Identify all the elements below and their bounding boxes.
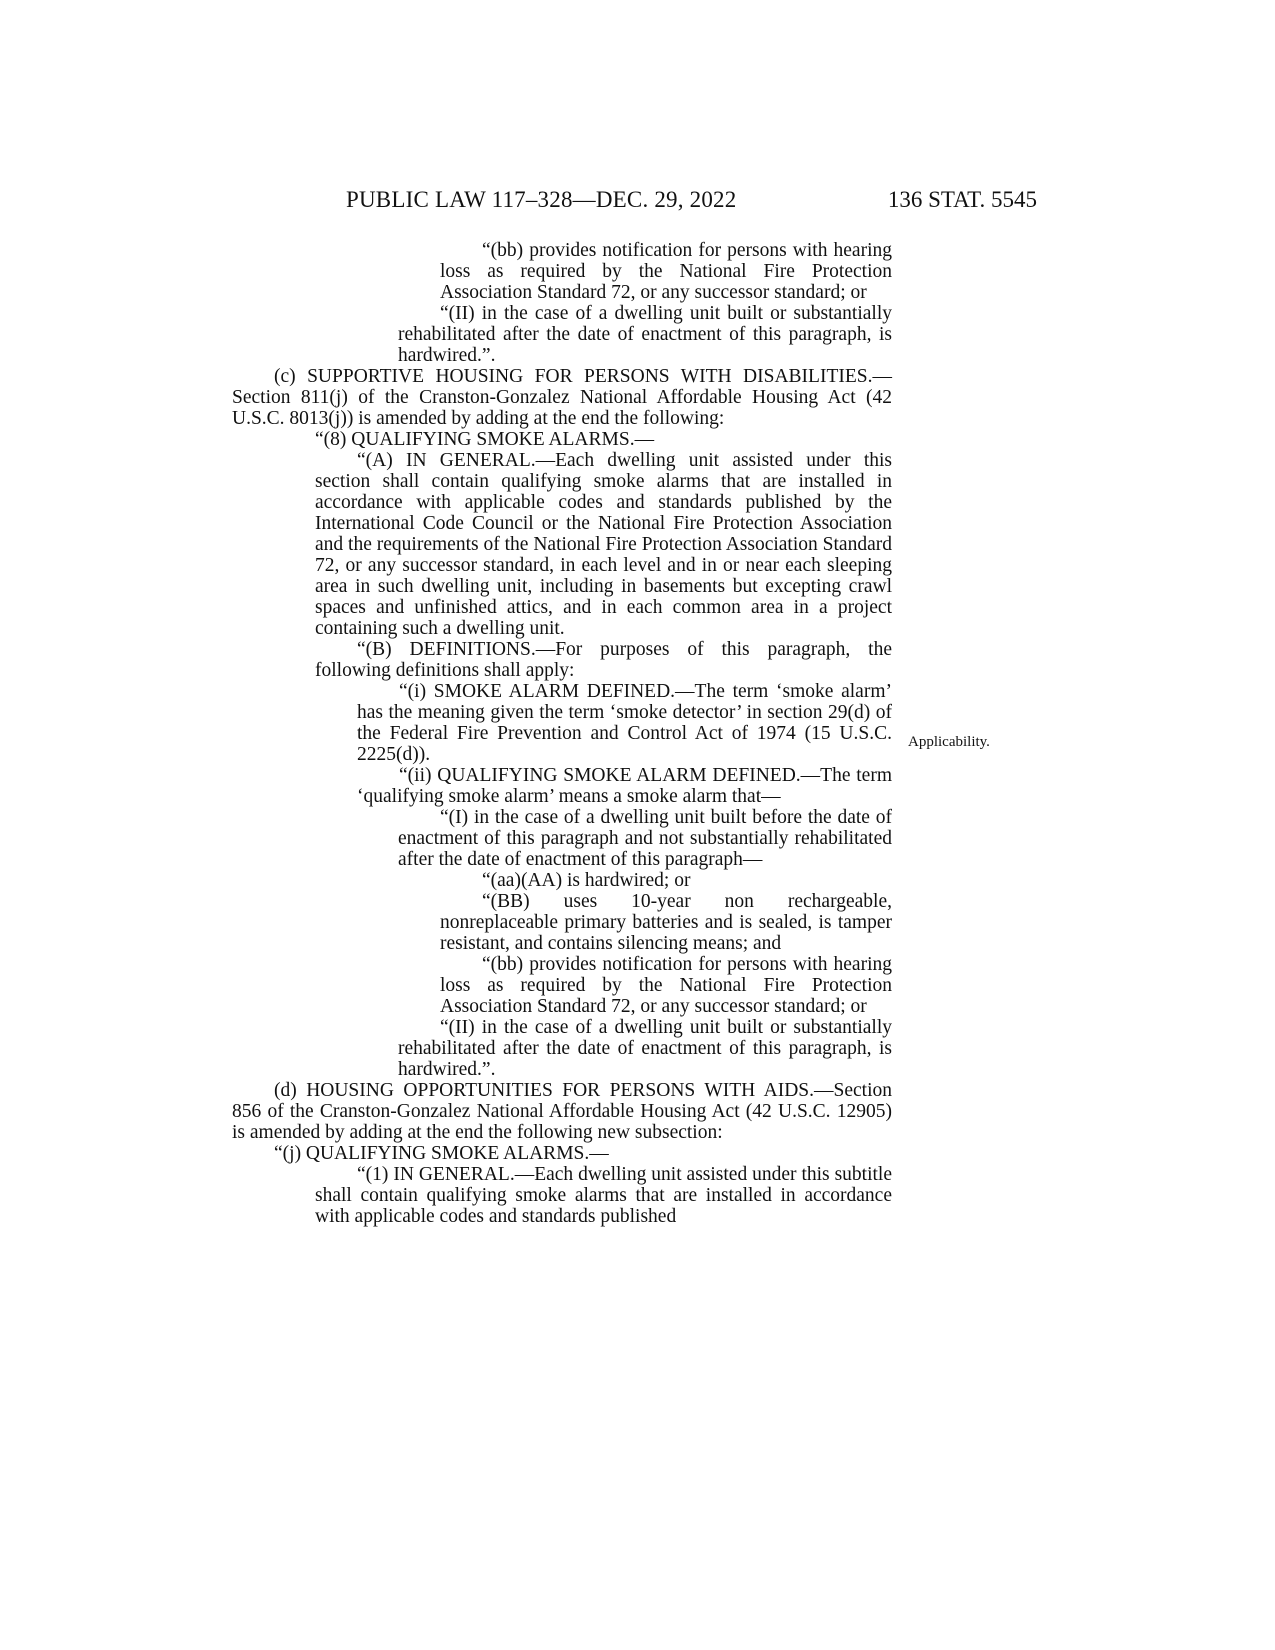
running-header-stat-page: 136 STAT. 5545 [887, 187, 1037, 212]
subsection-d: (d) HOUSING OPPORTUNITIES FOR PERSONS WITH AIDS.—Section 856 of the Cranston-Gonzalez National Affordable Housing Act (42 U.S.C. 12905) is amended by adding at the end the following new subsection: [232, 1080, 892, 1143]
paragraph-8-heading: “(8) QUALIFYING SMOKE ALARMS.— [315, 429, 655, 450]
running-header-title: PUBLIC LAW 117–328—DEC. 29, 2022 [346, 187, 737, 212]
subparagraph-B-definitions: “(B) DEFINITIONS.—For purposes of this paragraph, the following definitions shall apply: [315, 639, 892, 681]
subclause-II-first: “(II) in the case of a dwelling unit built or substantially rehabilitated after the date of enactment of this paragraph, is hardwired.”. [398, 303, 892, 366]
clause-i-smoke-alarm-defined: “(i) SMOKE ALARM DEFINED.—The term ‘smoke alarm’ has the meaning given the term ‘smoke detector’ in section 29(d) of the Federal Fire Prevention and Control Act of 1974 (15 U.S.C. 2225(d)). [357, 681, 892, 765]
statute-text [232, 240, 892, 1227]
item-aa-AA: “(aa)(AA) is hardwired; or [482, 870, 691, 891]
item-BB: “(BB) uses 10-year non rechargeable, nonreplaceable primary batteries and is sealed, is tamper resistant, and contains silencing means; and [440, 891, 892, 954]
clause-bb-second: “(bb) provides notification for persons with hearing loss as required by the National Fire Protection Association Standard 72, or any successor standard; or [440, 954, 892, 1017]
subsection-j-heading: “(j) QUALIFYING SMOKE ALARMS.— [274, 1143, 609, 1164]
clause-bb-first: “(bb) provides notification for persons with hearing loss as required by the National Fire Protection Association Standard 72, or any successor standard; or [440, 240, 892, 303]
subclause-I: “(I) in the case of a dwelling unit built before the date of enactment of this paragraph and not substantially rehabilitated after the date of enactment of this paragraph— [398, 807, 892, 870]
clause-ii-qualifying-smoke-alarm-defined: “(ii) QUALIFYING SMOKE ALARM DEFINED.—The term ‘qualifying smoke alarm’ means a smoke alarm that— [357, 765, 892, 807]
subsection-c: (c) SUPPORTIVE HOUSING FOR PERSONS WITH DISABILITIES.—Section 811(j) of the Cranston-Gonzalez National Affordable Housing Act (42 U.S.C. 8013(j)) is amended by adding at the end the following: [232, 366, 892, 429]
subparagraph-A-general: “(A) IN GENERAL.—Each dwelling unit assisted under this section shall contain qualifying smoke alarms that are installed in accordance with applicable codes and standards published by the International Code Council or the National Fire Protection Association and the requirements of the National Fire Protection Association Standard 72, or any successor standard, in each level and in or near each sleeping area in such dwelling unit, including in basements but excepting crawl spaces and unfinished attics, and in each common area in a project containing such a dwelling unit. [315, 450, 892, 639]
subclause-II-second: “(II) in the case of a dwelling unit built or substantially rehabilitated after the date of enactment of this paragraph, is hardwired.”. [398, 1017, 892, 1080]
margin-note-applicability: Applicability. [908, 734, 990, 750]
paragraph-1-general: “(1) IN GENERAL.—Each dwelling unit assisted under this subtitle shall contain qualifying smoke alarms that are installed in accordance with applicable codes and standards published [315, 1164, 892, 1227]
